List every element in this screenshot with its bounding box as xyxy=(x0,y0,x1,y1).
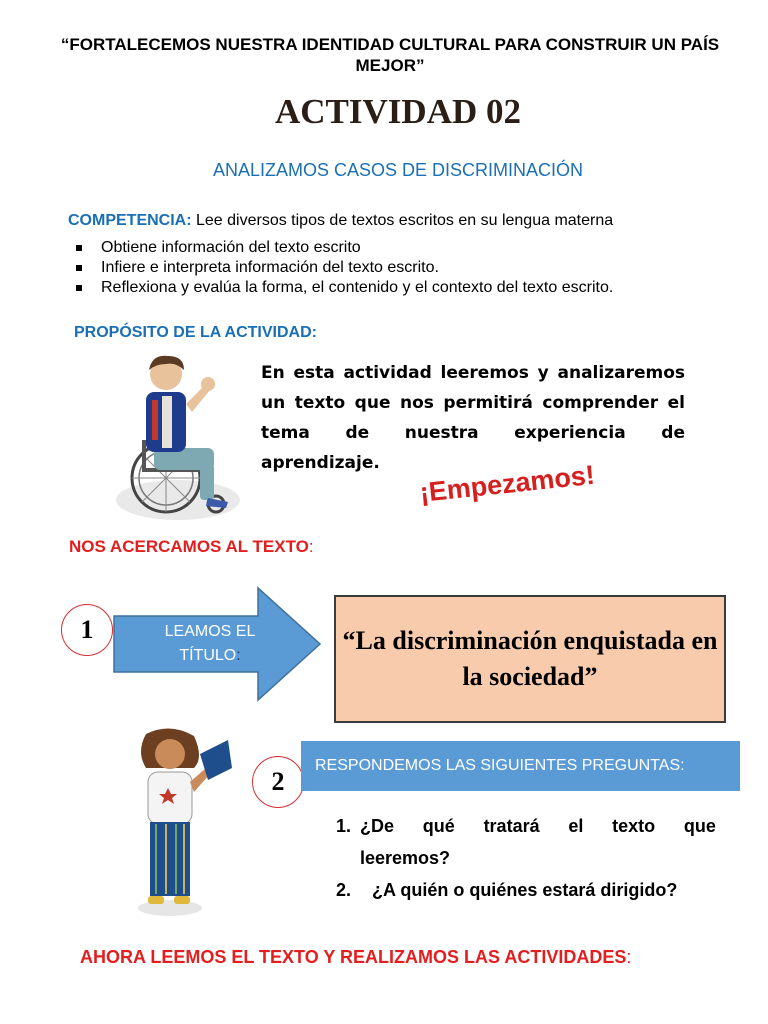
list-item: Reflexiona y evalúa la forma, el contenido y el contexto del texto escrito. xyxy=(74,278,613,298)
question-2-number: 2. xyxy=(336,880,352,900)
question-1-word: el xyxy=(568,816,584,836)
question-2-text: ¿A quién o quiénes estará dirigido? xyxy=(372,880,678,900)
proposito-label: PROPÓSITO DE LA ACTIVIDAD: xyxy=(74,324,317,341)
question-1-continuation: leeremos? xyxy=(360,848,451,868)
empezamos-exclaim: ¡Empezamos! xyxy=(418,459,597,508)
competencia-label: COMPETENCIA: xyxy=(68,212,192,229)
competencia-text: Lee diversos tipos de textos escritos en su lengua materna xyxy=(191,212,614,229)
question-1-word: qué xyxy=(422,816,455,836)
questions-banner xyxy=(301,741,740,791)
motto: “FORTALECEMOS NUESTRA IDENTIDAD CULTURAL PARA CONSTRUIR UN PAÍS MEJOR” xyxy=(60,35,720,75)
list-item: Infiere e interpreta información del texto escrito. xyxy=(74,258,613,278)
step-1-line1: LEAMOS EL xyxy=(164,623,256,640)
question-1 xyxy=(336,810,716,842)
step-2-circle: 2 xyxy=(252,756,304,808)
proposito-text: En esta actividad leeremos y analizaremos un texto que nos permitirá comprender el tema de nuestra experiencia de aprendizaje. xyxy=(261,363,685,473)
question-2 xyxy=(336,874,716,906)
acercamos-label: NOS ACERCAMOS AL TEXTO xyxy=(69,537,309,556)
wheelchair-student-illustration xyxy=(104,352,244,524)
step-1-circle: 1 xyxy=(61,604,113,656)
step-1-colon: : xyxy=(236,647,241,664)
text-title-box xyxy=(334,595,726,723)
list-item: Obtiene información del texto escrito xyxy=(74,238,613,258)
competencia-list xyxy=(74,238,613,298)
section-title: ANALIZAMOS CASOS DE DISCRIMINACIÓN xyxy=(212,160,584,180)
question-1-word: que xyxy=(683,816,716,836)
question-1-text xyxy=(360,810,716,842)
questions-list xyxy=(336,810,716,906)
step-1-line2: TÍTULO xyxy=(179,647,237,664)
question-1-word: ¿De xyxy=(360,816,395,836)
competencia-line xyxy=(68,212,613,230)
acercamos-heading xyxy=(69,537,314,557)
activities-heading xyxy=(80,947,631,968)
reading-student-illustration xyxy=(120,728,238,922)
questions-banner-label: RESPONDEMOS LAS SIGUIENTES PREGUNTAS: xyxy=(315,757,685,774)
question-1-word: texto xyxy=(612,816,656,836)
activities-colon: : xyxy=(626,947,632,967)
question-1-word: tratará xyxy=(483,816,540,836)
activities-label: AHORA LEEMOS EL TEXTO Y REALIZAMOS LAS ACTIVIDADES xyxy=(80,947,627,967)
step-1-instruction xyxy=(130,620,290,668)
question-1-number: 1. xyxy=(336,816,352,836)
text-title: “La discriminación enquistada en la sociedad” xyxy=(342,626,718,691)
activity-title: ACTIVIDAD 02 xyxy=(275,92,521,131)
acercamos-colon: : xyxy=(308,537,314,556)
